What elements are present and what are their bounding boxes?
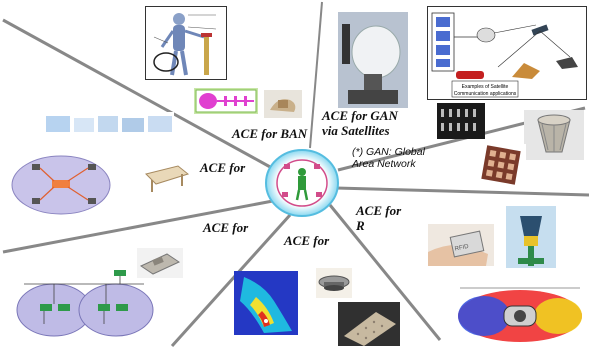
horn-antenna-icon — [524, 110, 584, 160]
network-topology-icon — [10, 154, 112, 216]
measurement-strip-icon — [44, 112, 174, 136]
satellite-network-icon — [427, 6, 587, 100]
gan-note-line-2: Area Network — [352, 158, 416, 170]
satellite-dish-icon — [338, 12, 408, 108]
ace-ban-label: ACE for BAN — [232, 126, 308, 141]
body-area-network-icon — [145, 6, 227, 80]
center-hub-icon — [264, 148, 340, 218]
satellite-caption-2: Communication applications — [453, 91, 517, 97]
disc-antenna-icon — [316, 268, 352, 298]
satellite-caption-1: Examples of Satellite — [461, 84, 509, 90]
ace-bottom-label: ACE for — [284, 233, 330, 248]
gan-note-line-1: (*) GAN: Global — [352, 146, 425, 158]
rfid-tag-icon — [428, 224, 494, 266]
vehicle-radar-icon — [454, 280, 586, 346]
metasurface-icon — [338, 302, 400, 346]
ace-left-label: ACE for — [200, 160, 246, 175]
ace-gan-label: ACE for GAN via Satellites — [322, 108, 398, 138]
radar-antenna-icon — [506, 206, 556, 268]
antenna-array-icon — [437, 103, 485, 139]
propagation-map-icon — [234, 271, 298, 335]
ace-right-label: ACE for R — [356, 203, 402, 233]
patch-array-icon — [476, 144, 526, 188]
wooden-board-icon — [142, 160, 190, 194]
folded-antenna-icon — [264, 90, 302, 118]
planar-plate-icon — [137, 248, 183, 278]
ace-lower-left-label: ACE for — [203, 220, 249, 235]
svg-text:RFID: RFID — [454, 243, 470, 253]
planar-antenna-icon — [194, 88, 258, 114]
